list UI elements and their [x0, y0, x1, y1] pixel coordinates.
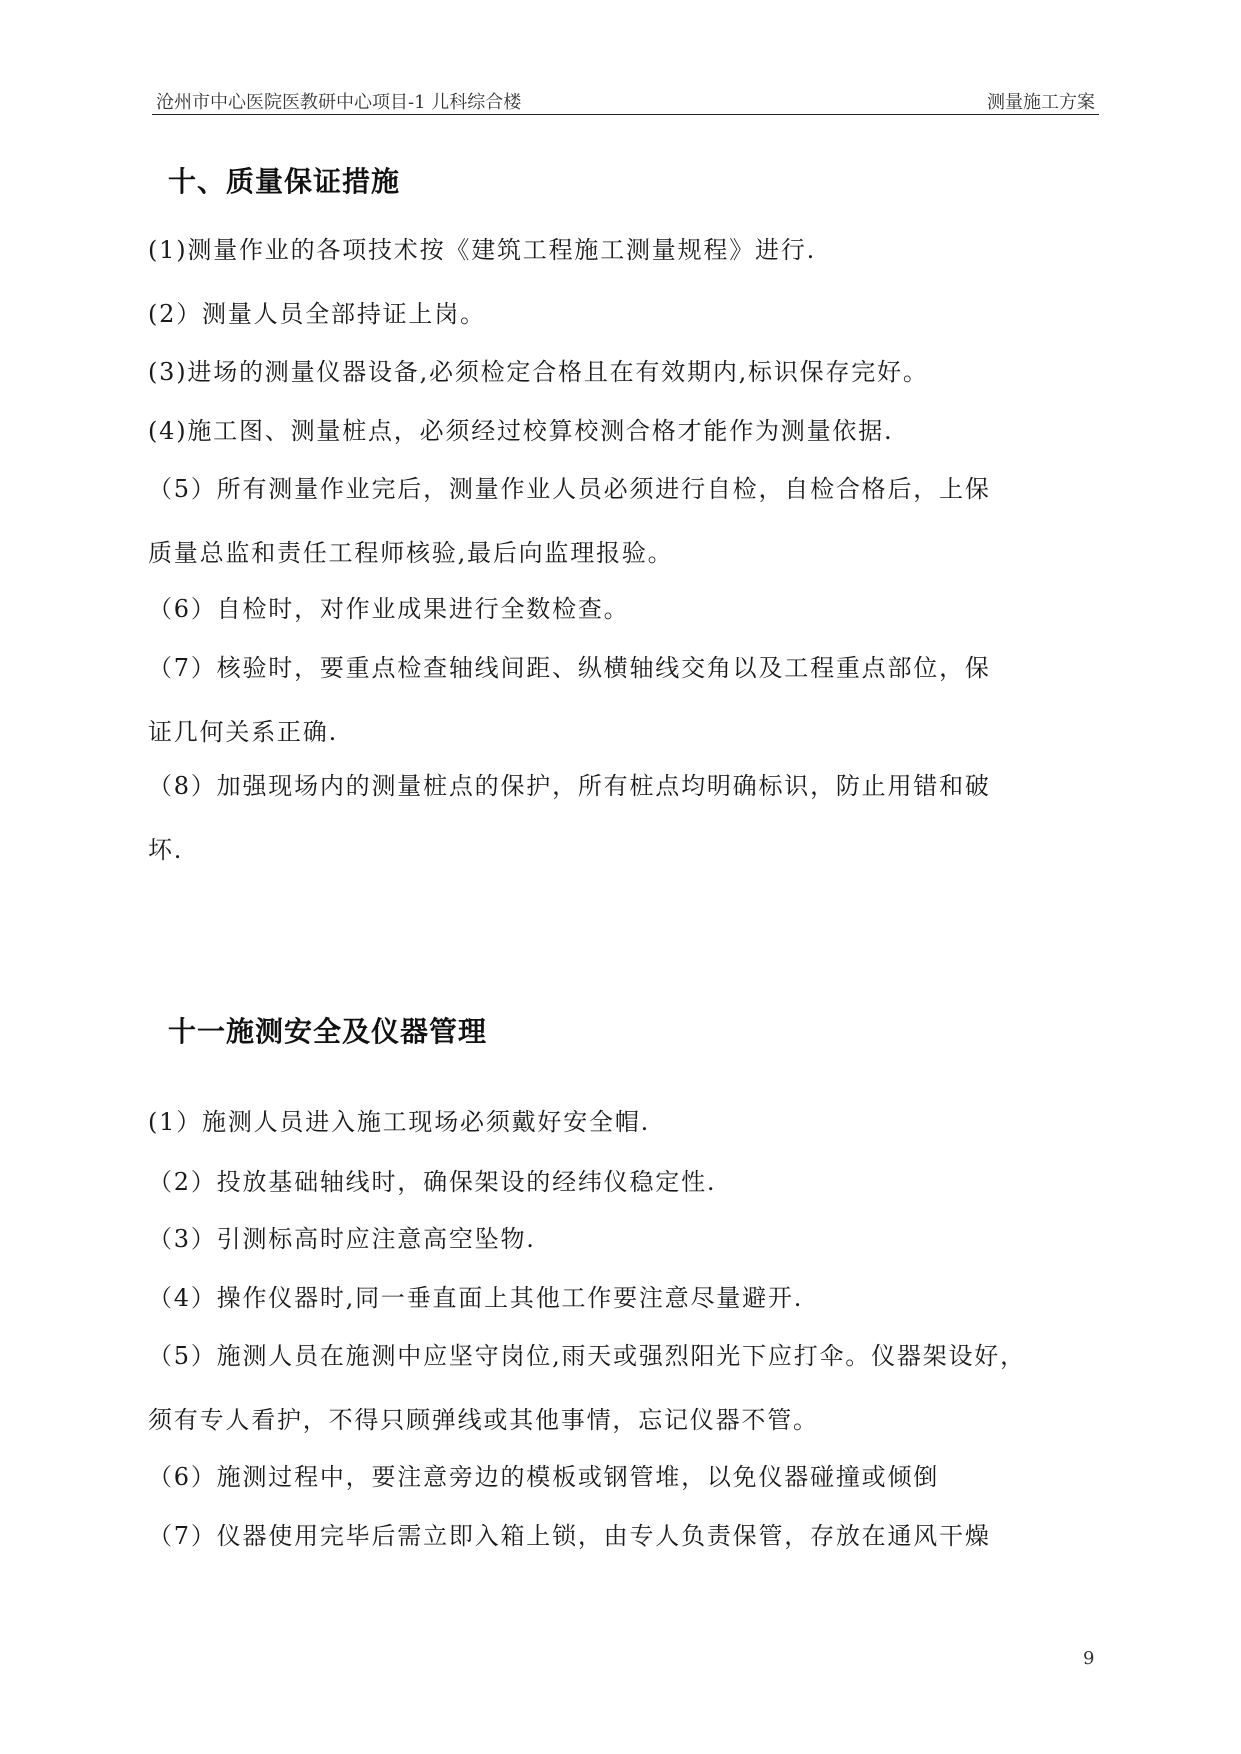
paragraph-line: （7）核验时，要重点检查轴线间距、纵横轴线交角以及工程重点部位，保	[148, 654, 991, 682]
quality-item-2	[148, 282, 1103, 346]
quality-item-5	[148, 457, 1103, 585]
paragraph-line: (3)进场的测量仪器设备,必须检定合格且在有效期内,标识保存完好。	[148, 358, 929, 386]
paragraph-line: （3）引测标高时应注意高空坠物.	[148, 1225, 536, 1253]
paragraph-line: （5）施测人员在施测中应坚守岗位,雨天或强烈阳光下应打伞。仪器架设好，	[148, 1342, 1026, 1370]
safety-item-3	[148, 1207, 1103, 1271]
quality-item-8	[148, 754, 1103, 882]
paragraph-line: 坏.	[148, 836, 184, 864]
header-project-name: 沧州市中心医院医教研中心项目-1 儿科综合楼	[156, 92, 522, 113]
paragraph-line: (4)施工图、测量桩点，必须经过校算校测合格才能作为测量依据.	[148, 417, 894, 445]
safety-item-1	[148, 1090, 1103, 1154]
safety-item-4	[148, 1266, 1103, 1330]
paragraph-line: 质量总监和责任工程师核验,最后向监理报验。	[148, 539, 674, 567]
page-number: 9	[1083, 1648, 1095, 1669]
quality-item-7	[148, 636, 1103, 764]
paragraph-line: （6）自检时，对作业成果进行全数检查。	[148, 595, 630, 623]
paragraph-line: （7）仪器使用完毕后需立即入箱上锁，由专人负责保管，存放在通风干燥	[148, 1522, 991, 1550]
paragraph-line: （6）施测过程中，要注意旁边的模板或钢管堆，以免仪器碰撞或倾倒	[148, 1463, 940, 1491]
section-title-safety-instrument-management: 十一施测安全及仪器管理	[168, 1015, 488, 1048]
page-header	[152, 86, 1099, 115]
section-title-quality-assurance: 十、质量保证措施	[168, 165, 401, 198]
safety-item-6	[148, 1445, 1103, 1509]
quality-item-3	[148, 340, 1103, 404]
quality-item-4	[148, 399, 1103, 463]
paragraph-line: 须有专人看护，不得只顾弹线或其他事情，忘记仪器不管。	[148, 1406, 819, 1434]
quality-item-6	[148, 577, 1103, 641]
paragraph-line: （8）加强现场内的测量桩点的保护，所有桩点均明确标识，防止用错和破	[148, 772, 991, 800]
safety-item-5	[148, 1324, 1103, 1452]
paragraph-line: （2）投放基础轴线时，确保架设的经纬仪稳定性.	[148, 1168, 717, 1196]
paragraph-line: （4）操作仪器时,同一垂直面上其他工作要注意尽量避开.	[148, 1284, 804, 1312]
paragraph-line: 证几何关系正确.	[148, 718, 339, 746]
safety-item-2	[148, 1150, 1103, 1214]
paragraph-line: (1）施测人员进入施工现场必须戴好安全帽.	[148, 1108, 651, 1136]
paragraph-line: （5）所有测量作业完后，测量作业人员必须进行自检，自检合格后，上保	[148, 475, 991, 503]
safety-item-7	[148, 1504, 1103, 1568]
paragraph-line: (2）测量人员全部持证上岗。	[148, 300, 486, 328]
paragraph-line: (1)测量作业的各项技术按《建筑工程施工测量规程》进行.	[148, 236, 817, 264]
header-document-title: 测量施工方案	[987, 92, 1095, 113]
quality-item-1	[148, 218, 1103, 282]
